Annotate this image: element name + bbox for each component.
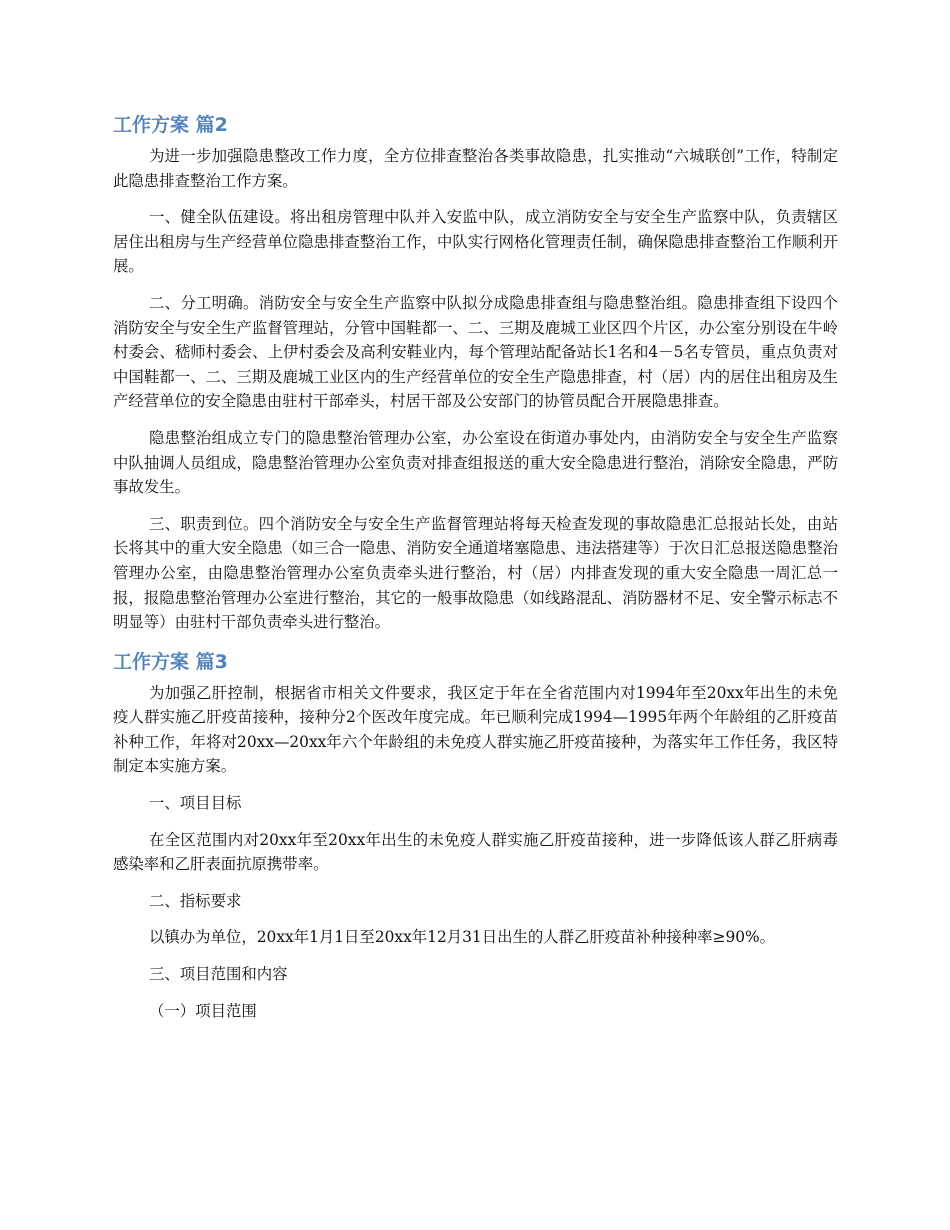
- document-page: [113, 110, 838, 1035]
- paragraph: 二、分工明确。消防安全与安全生产监察中队拟分成隐患排查组与隐患整治组。隐患排查组下设四个消防安全与安全生产监督管理站，分管中国鞋都一、二、三期及鹿城工业区四个片区，办公室分别设在牛岭村委会、嵇师村委会、上伊村委会及高利安鞋业内，每个管理站配备站长1名和4－5名专管员，重点负责对中国鞋都一、二、三期及鹿城工业区内的生产经营单位的安全生产隐患排查，村（居）内的居住出租房及生产经营单位的安全隐患由驻村干部牵头，村居干部及公安部门的协管员配合开展隐患排查。: [113, 293, 838, 411]
- section-plan-2: [113, 110, 838, 635]
- paragraph: 为加强乙肝控制，根据省市相关文件要求，我区定于年在全省范围内对1994年至20xx年出生的未免疫人群实施乙肝疫苗接种，接种分2个医改年度完成。年已顺利完成1994—1995年两个年龄组的乙肝疫苗补种工作，年将对20xx—20xx年六个年龄组的未免疫人群实施乙肝疫苗接种，为落实年工作任务，我区特制定本实施方案。: [113, 683, 838, 776]
- paragraph: 以镇办为单位，20xx年1月1日至20xx年12月31日出生的人群乙肝疫苗补种接种率≥90%。: [149, 928, 776, 947]
- section-plan-3: [113, 647, 838, 1024]
- paragraph: 一、项目目标: [149, 794, 242, 813]
- paragraph: 为进一步加强隐患整改工作力度，全方位排查整治各类事故隐患，扎实推动“六城联创”工作，特制定此隐患排查整治工作方案。: [113, 147, 838, 190]
- paragraph: 一、健全队伍建设。将出租房管理中队并入安监中队，成立消防安全与安全生产监察中队，负责辖区居住出租房与生产经营单位隐患排查整治工作，中队实行网格化管理责任制，确保隐患排查整治工作顺利开展。: [113, 208, 838, 276]
- section-title: 工作方案 篇2: [113, 114, 228, 136]
- paragraph: 隐患整治组成立专门的隐患整治管理办公室，办公室设在街道办事处内，由消防安全与安全生产监察中队抽调人员组成，隐患整治管理办公室负责对排查组报送的重大安全隐患进行整治，消除安全隐患，严防事故发生。: [113, 428, 838, 497]
- paragraph: （一）项目范围: [149, 1001, 257, 1020]
- paragraph: 二、指标要求: [149, 891, 242, 910]
- paragraph: 三、职责到位。四个消防安全与安全生产监督管理站将每天检查发现的事故隐患汇总报站长处，由站长将其中的重大安全隐患（如三合一隐患、消防安全通道堵塞隐患、违法搭建等）于次日汇总报送隐患整治管理办公室，由隐患整治管理办公室负责牵头进行整治，村（居）内排查发现的重大安全隐患一周汇总一报，报隐患整治管理办公室进行整治，其它的一般事故隐患（如线路混乱、消防器材不足、安全警示标志不明显等）由驻村干部负责牵头进行整治。: [113, 514, 838, 632]
- section-title: 工作方案 篇3: [113, 650, 228, 673]
- paragraph: 在全区范围内对20xx年至20xx年出生的未免疫人群实施乙肝疫苗接种，进一步降低该人群乙肝病毒感染率和乙肝表面抗原携带率。: [113, 830, 838, 874]
- paragraph: 三、项目范围和内容: [149, 965, 288, 984]
